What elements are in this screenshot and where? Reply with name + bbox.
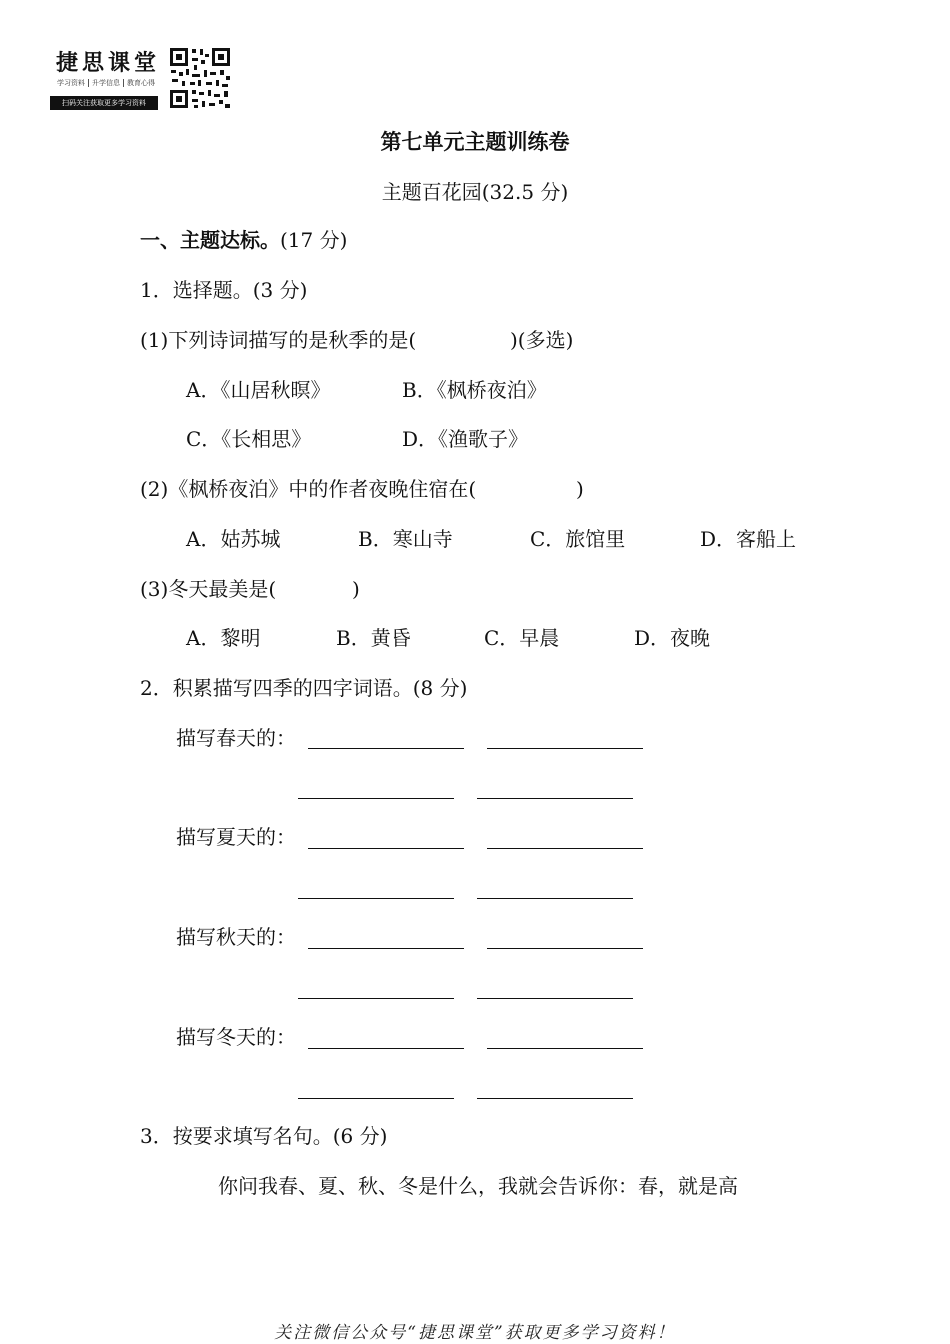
- summer-blank-3[interactable]: [298, 898, 454, 899]
- logo-tag: 教育心得: [127, 79, 155, 87]
- logo-tags: [54, 78, 158, 88]
- logo-tag: 学习资料: [54, 79, 89, 87]
- winter-blank-2[interactable]: [487, 1048, 643, 1049]
- spring-blank-3[interactable]: [298, 798, 454, 799]
- question-3-heading: 3．按要求填写名句。(6 分): [140, 1124, 388, 1148]
- option-1-2-a[interactable]: A．姑苏城: [186, 527, 281, 551]
- page-subtitle: 主题百花园(32.5 分): [381, 180, 569, 204]
- section-heading: [140, 226, 347, 254]
- qr-code-icon[interactable]: [168, 46, 232, 110]
- autumn-blank-4[interactable]: [477, 998, 633, 999]
- summer-blank-1[interactable]: [308, 848, 464, 849]
- option-1-2-c[interactable]: C．旅馆里: [530, 527, 626, 551]
- option-1-3-d[interactable]: D．夜晚: [634, 626, 711, 650]
- autumn-blank-3[interactable]: [298, 998, 454, 999]
- footer-note: 关注微信公众号“捷思课堂”获取更多学习资料！: [274, 1323, 676, 1343]
- spring-label: 描写春天的：: [176, 726, 296, 750]
- spring-blank-4[interactable]: [477, 798, 633, 799]
- summer-blank-2[interactable]: [487, 848, 643, 849]
- option-1-3-a[interactable]: A．黎明: [186, 626, 261, 650]
- winter-label: 描写冬天的：: [176, 1025, 296, 1049]
- question-1-1-stem-end: )(多选): [510, 328, 574, 352]
- question-2-heading: 2．积累描写四季的四字词语。(8 分): [140, 676, 468, 700]
- option-1-3-b[interactable]: B．黄昏: [336, 626, 411, 650]
- spring-blank-1[interactable]: [308, 748, 464, 749]
- autumn-label: 描写秋天的：: [176, 925, 296, 949]
- autumn-blank-1[interactable]: [308, 948, 464, 949]
- logo-tag: 升学信息: [89, 79, 124, 87]
- logo-block: [50, 46, 240, 116]
- option-1-1-c[interactable]: C．《长相思》: [186, 427, 312, 451]
- spring-blank-2[interactable]: [487, 748, 643, 749]
- option-1-1-b[interactable]: B．《枫桥夜泊》: [402, 378, 547, 402]
- logo-title: 捷思课堂: [56, 50, 161, 76]
- question-3-text: 你问我春、夏、秋、冬是什么，我就会告诉你：春，就是高: [218, 1174, 738, 1198]
- autumn-blank-2[interactable]: [487, 948, 643, 949]
- question-1-2-stem: (2)《枫桥夜泊》中的作者夜晚住宿在(: [140, 477, 477, 501]
- option-1-1-a[interactable]: A．《山居秋暝》: [186, 378, 331, 402]
- question-1-2-stem-end: ): [576, 477, 584, 501]
- option-1-1-d[interactable]: D．《渔歌子》: [402, 427, 529, 451]
- section-heading-text: 一、主题达标。: [140, 228, 280, 252]
- question-1-1-stem: (1)下列诗词描写的是秋季的是(: [140, 328, 417, 352]
- page-title: 第七单元主题训练卷: [380, 130, 570, 154]
- section-score: (17 分): [280, 228, 348, 252]
- question-1-heading: 1．选择题。(3 分): [140, 278, 308, 302]
- winter-blank-4[interactable]: [477, 1098, 633, 1099]
- option-1-2-d[interactable]: D．客船上: [700, 527, 797, 551]
- logo-bar: 扫码关注获取更多学习资料: [50, 96, 158, 110]
- summer-label: 描写夏天的：: [176, 825, 296, 849]
- winter-blank-3[interactable]: [298, 1098, 454, 1099]
- option-1-3-c[interactable]: C．早晨: [484, 626, 560, 650]
- question-1-3-stem: (3)冬天最美是(: [140, 577, 277, 601]
- summer-blank-4[interactable]: [477, 898, 633, 899]
- option-1-2-b[interactable]: B．寒山寺: [358, 527, 453, 551]
- question-1-3-stem-end: ): [352, 577, 360, 601]
- winter-blank-1[interactable]: [308, 1048, 464, 1049]
